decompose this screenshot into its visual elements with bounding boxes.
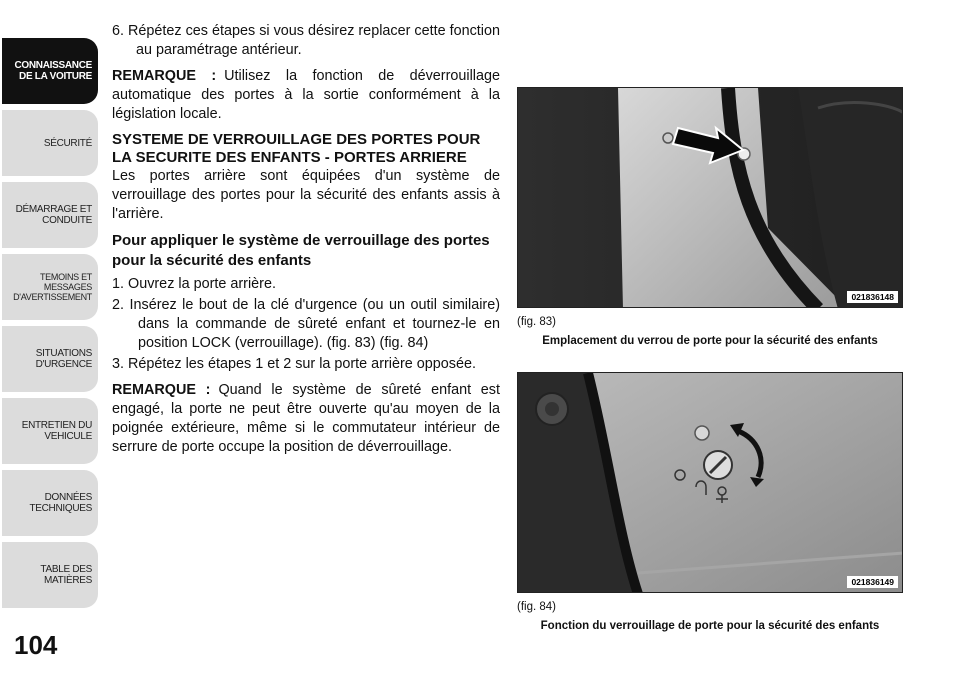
figure-83-caption: Emplacement du verrou de porte pour la sécurité des enfants <box>542 335 878 347</box>
figure-83-photo <box>517 87 903 308</box>
remark-label: REMARQUE : <box>112 68 217 84</box>
remark-1 <box>112 67 500 124</box>
remark-2 <box>112 381 500 457</box>
step-2: 2. Insérez le bout de la clé d'urgence (ou un outil similaire) dans la commande de sûreté enfant et tournez-le en position LOCK (verrouillage). (fig. 83) (fig. 84) <box>112 297 500 351</box>
remark-text: Utilisez la fonction de déverrouillage automatique des portes à la sortie conformément à la législation locale. <box>112 68 500 122</box>
tab-label: TEMOINS ET MESSAGES D'AVERTISSEMENT <box>13 272 92 302</box>
tab-entretien-vehicule[interactable] <box>2 398 98 464</box>
figure-code: 021836149 <box>847 576 898 588</box>
tab-label: SITUATIONS D'URGENCE <box>35 348 92 370</box>
figure-code: 021836148 <box>847 291 898 303</box>
door-lock-location-illustration <box>518 88 903 308</box>
figure-84-photo <box>517 372 903 593</box>
step-3: 3. Répétez les étapes 1 et 2 sur la porte arrière opposée. <box>112 356 476 372</box>
tab-label: SÉCURITÉ <box>43 137 92 149</box>
tab-label: CONNAISSANCE DE LA VOITURE <box>14 60 92 82</box>
main-text-column <box>112 22 500 464</box>
tab-securite[interactable] <box>2 110 98 176</box>
tab-table-matieres[interactable] <box>2 542 98 608</box>
tab-label: DÉMARRAGE ET CONDUITE <box>15 204 92 226</box>
section-title: SYSTEME DE VERROUILLAGE DES PORTES POUR LA SECURITE DES ENFANTS - PORTES ARRIERE <box>112 131 481 166</box>
child-lock-function-illustration <box>518 373 903 593</box>
remark-label: REMARQUE : <box>112 382 211 398</box>
tab-temoins-messages[interactable] <box>2 254 98 320</box>
section-intro: Les portes arrière sont équipées d'un système de verrouillage des portes pour la sécurité des enfants assis à l'arrière. <box>112 168 500 222</box>
page-number: 104 <box>14 630 58 660</box>
figure-83-ref: (fig. 83) <box>517 316 556 328</box>
chapter-sidebar <box>0 0 100 678</box>
tab-label: DONNÉES TECHNIQUES <box>29 492 92 514</box>
procedure-heading: Pour appliquer le système de verrouillage des portes pour la sécurité des enfants <box>112 232 490 269</box>
figure-84-ref: (fig. 84) <box>517 601 556 613</box>
step-6: 6. Répétez ces étapes si vous désirez replacer cette fonction au paramétrage antérieur. <box>112 23 500 58</box>
remark-text: Quand le système de sûreté enfant est engagé, la porte ne peut être ouverte qu'au moyen de la poignée extérieure, même si le commutateur intérieur de serrure de porte occupe la position de déverrouillage. <box>112 382 500 455</box>
tab-demarrage-conduite[interactable] <box>2 182 98 248</box>
tab-situations-urgence[interactable] <box>2 326 98 392</box>
tab-label: TABLE DES MATIÈRES <box>40 564 92 586</box>
tab-donnees-techniques[interactable] <box>2 470 98 536</box>
tab-label: ENTRETIEN DU VEHICULE <box>21 420 92 442</box>
figure-84-caption: Fonction du verrouillage de porte pour la sécurité des enfants <box>540 620 880 632</box>
step-1: 1. Ouvrez la porte arrière. <box>112 276 276 292</box>
tab-connaissance-voiture[interactable] <box>2 38 98 104</box>
